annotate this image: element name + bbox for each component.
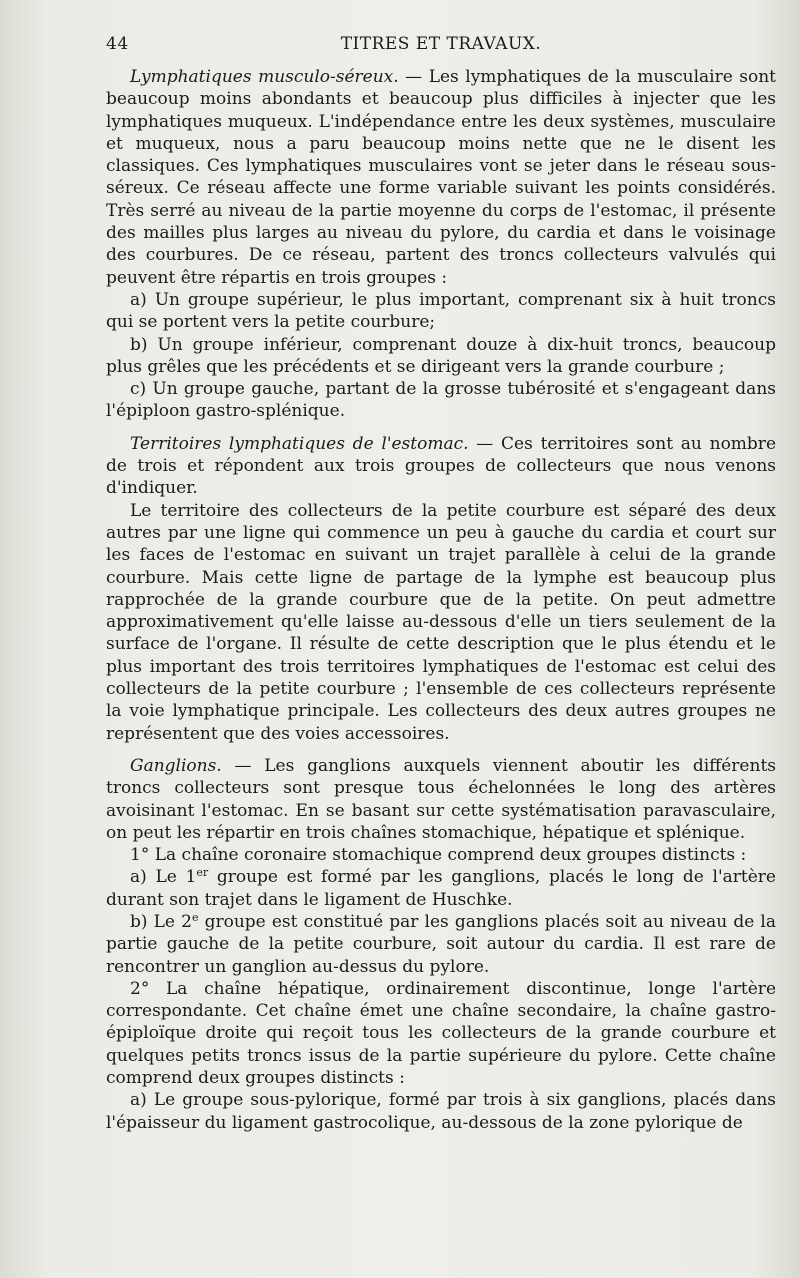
title-dash: —	[221, 755, 265, 776]
paragraph	[106, 66, 776, 289]
ordinal-superscript: e	[191, 910, 199, 924]
title-dash: —	[468, 433, 502, 454]
paragraph: 2° La chaîne hépatique, ordinairement discontinue, longe l'artère correspondante. Cet chaîne émet une chaîne secondaire, la chaîne gastro-épiploïque droite qui reçoit tous les collecteurs de la grande courbure et quelques petits troncs issus de la partie supérieure du pylore. Cette chaîne comprend deux groupes distincts :	[106, 978, 776, 1089]
title-dash: —	[398, 67, 429, 87]
paragraph: Le territoire des collecteurs de la petite courbure est séparé des deux autres par une ligne qui commence un peu à gauche du cardia et court sur les faces de l'estomac en suivant un trajet parallèle à celui de la grande courbure. Mais cette ligne de partage de la lymphe est beaucoup plus rapprochée de la grande courbure que de la petite. On peut admettre approximativement qu'elle laisse au-dessous d'elle un tiers seulement de la surface de l'organe. Il résulte de cette description que le plus étendu et le plus important des trois territoires lymphatiques de l'estomac est celui des collecteurs de la petite courbure ; l'ensemble de ces collecteurs représente la voie lymphatique principale. Les collecteurs des deux autres groupes ne représentent que des voies accessoires.	[106, 500, 776, 744]
paragraph: a) Le groupe sous-pylorique, formé par trois à six ganglions, placés dans l'épaisseur du ligament gastrocolique, au-dessous de la zone pylorique de	[106, 1090, 776, 1133]
paragraph: c) Un groupe gauche, partant de la grosse tubérosité et s'engageant dans l'épiploon gastro-splénique.	[106, 379, 776, 422]
paragraph	[106, 433, 776, 500]
page-header	[106, 34, 776, 58]
paragraph-text: Les lymphatiques de la musculaire sont beaucoup moins abondants et beaucoup plus difficiles à injecter que les lymphatiques muqueux. L'indépendance entre les deux systèmes, musculaire et muqueux, nous a paru beaucoup moins nette que ne le disent les classiques. Ces lymphatiques musculaires vont se jeter dans le réseau sous-séreux. Ce réseau affecte une forme variable suivant les points considérés. Très serré au niveau de la partie moyenne du corps de l'estomac, il présente des mailles plus larges au niveau du pylore, du cardia et dans le voisinage des courbures. De ce réseau, partent des troncs collecteurs valvulés qui peuvent être répartis en trois groupes :	[106, 67, 777, 288]
running-title: TITRES ET TRAVAUX.	[340, 34, 542, 54]
section-title: Lymphatiques musculo-séreux.	[130, 67, 399, 87]
section-title: Ganglions.	[130, 755, 222, 776]
paragraph: b) Un groupe inférieur, comprenant douze à dix-huit troncs, beaucoup plus grêles que les précédents et se dirigeant vers la grande courbure ;	[106, 334, 776, 377]
paragraph-text: Les ganglions auxquels viennent aboutir les différents troncs collecteurs sont presque tous échelonnées le long des artères avoisinant l'estomac. En se basant sur cette systématisation paravasculaire, on peut les répartir en trois chaînes stomachique, hépatique et splénique.	[106, 755, 776, 843]
page-body	[106, 66, 776, 1134]
paragraph-text: Ces territoires sont au nombre de trois et répondent aux trois groupes de collecteurs que nous venons d'indiquer.	[106, 433, 776, 499]
item-prefix: b) Le 2	[130, 911, 192, 932]
section-title: Territoires lymphatiques de l'estomac.	[130, 433, 469, 454]
item-prefix: a) Le 1	[130, 867, 197, 888]
item-text: groupe est formé par les ganglions, placés le long de l'artère durant son trajet dans le ligament de Huschke.	[106, 867, 776, 910]
paragraph	[106, 755, 776, 844]
paragraph	[106, 911, 776, 978]
paragraph: 1° La chaîne coronaire stomachique comprend deux groupes distincts :	[130, 845, 747, 866]
page-number: 44	[106, 34, 129, 54]
paragraph	[106, 866, 776, 911]
paragraph: a) Un groupe supérieur, le plus important, comprenant six à huit troncs qui se portent vers la petite courbure;	[106, 289, 776, 333]
ordinal-superscript: er	[196, 866, 209, 880]
item-text: groupe est constitué par les ganglions placés soit au niveau de la partie gauche de la petite courbure, soit autour du cardia. Il est rare de rencontrer un ganglion au-dessus du pylore.	[106, 911, 776, 977]
